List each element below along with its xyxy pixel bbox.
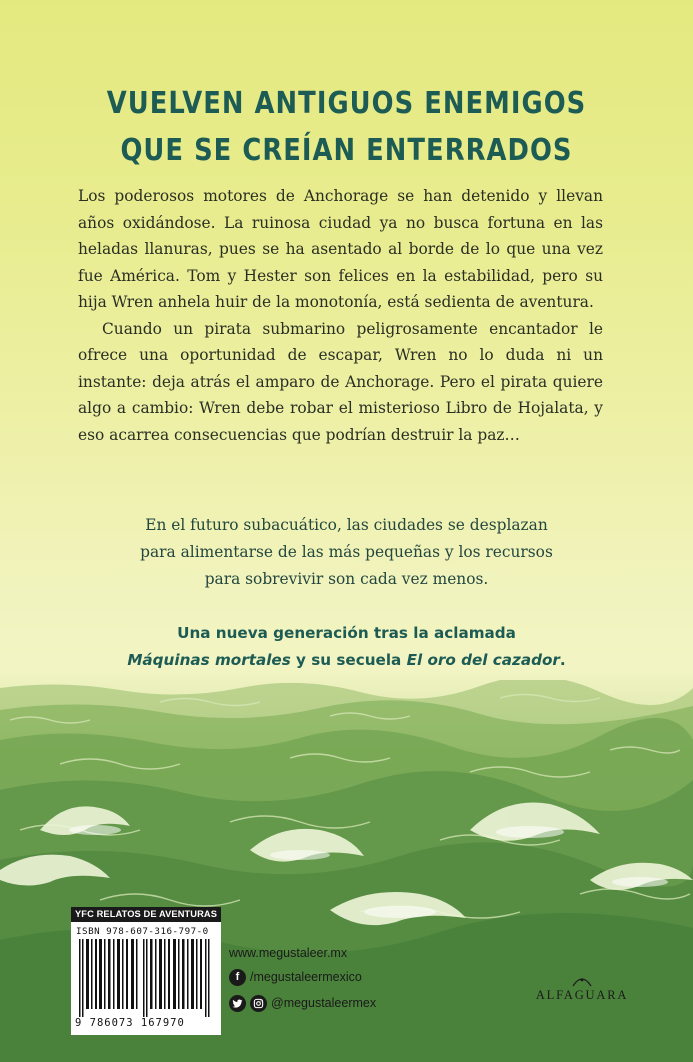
website-url: www.megustaleer.mx — [229, 946, 348, 960]
tagline-line-2: para alimentarse de las más pequeñas y los recursos — [140, 543, 553, 561]
facebook-icon: f — [229, 969, 246, 986]
twitter-icon — [229, 995, 246, 1012]
headline-line-1: VUELVEN ANTIGUOS ENEMIGOS — [106, 86, 587, 121]
promo-end: . — [559, 651, 566, 669]
tagline-line-1: En el futuro subacuático, las ciudades se desplazan — [145, 516, 548, 534]
synopsis-paragraph-2: Cuando un pirata submarino peligrosamente encantador le ofrece una oportunidad de escapar, Wren no lo duda ni un instante: deja atrás el amparo de Anchorage. Pero el pirata quiere algo a cambio: Wren debe robar el misterioso Libro de Hojalata, y eso acarrea consecuencias que podrían destruir la paz… — [78, 319, 603, 444]
tagline — [60, 512, 633, 593]
alfaguara-logo — [572, 975, 592, 987]
publisher-logo — [532, 975, 632, 1003]
promo-line-2 — [60, 647, 633, 674]
isbn-text: ISBN 978-607-316-797-0 — [76, 926, 209, 937]
promo-line-1: Una nueva generación tras la aclamada — [177, 624, 516, 642]
publisher-name: ALFAGUARA — [535, 988, 629, 1002]
series-promo — [60, 620, 633, 674]
twitter-instagram-link[interactable] — [229, 994, 376, 1012]
series-label: YFC RELATOS DE AVENTURAS — [71, 907, 221, 922]
website-link[interactable] — [229, 944, 347, 962]
synopsis — [78, 183, 603, 448]
instagram-icon — [250, 995, 267, 1012]
promo-title-1: Máquinas mortales — [127, 651, 291, 669]
barcode-number: 9 786073 167970 — [75, 1017, 185, 1029]
facebook-link[interactable] — [229, 968, 362, 986]
barcode-panel — [71, 907, 221, 1035]
headline — [49, 80, 645, 174]
promo-connector: y su secuela — [290, 651, 407, 669]
promo-title-2: El oro del cazador — [406, 651, 560, 669]
tagline-line-3: para sobrevivir son cada vez menos. — [204, 570, 489, 588]
instagram-handle: @megustaleermex — [271, 996, 377, 1010]
synopsis-paragraph-1: Los poderosos motores de Anchorage se han detenido y llevan años oxidándose. La ruinosa ciudad ya no busca fortuna en las heladas llanuras, pues se ha asentado al borde de lo que una vez fue América. Tom y Hester son felices en la estabilidad, pero su hija Wren anhela huir de la monotonía, está sedienta de aventura. — [78, 187, 603, 311]
facebook-handle: /megustaleermexico — [250, 970, 362, 984]
social-links — [229, 944, 439, 1036]
barcode-bars — [77, 939, 215, 1017]
headline-line-2: QUE SE CREÍAN ENTERRADOS — [120, 133, 573, 168]
